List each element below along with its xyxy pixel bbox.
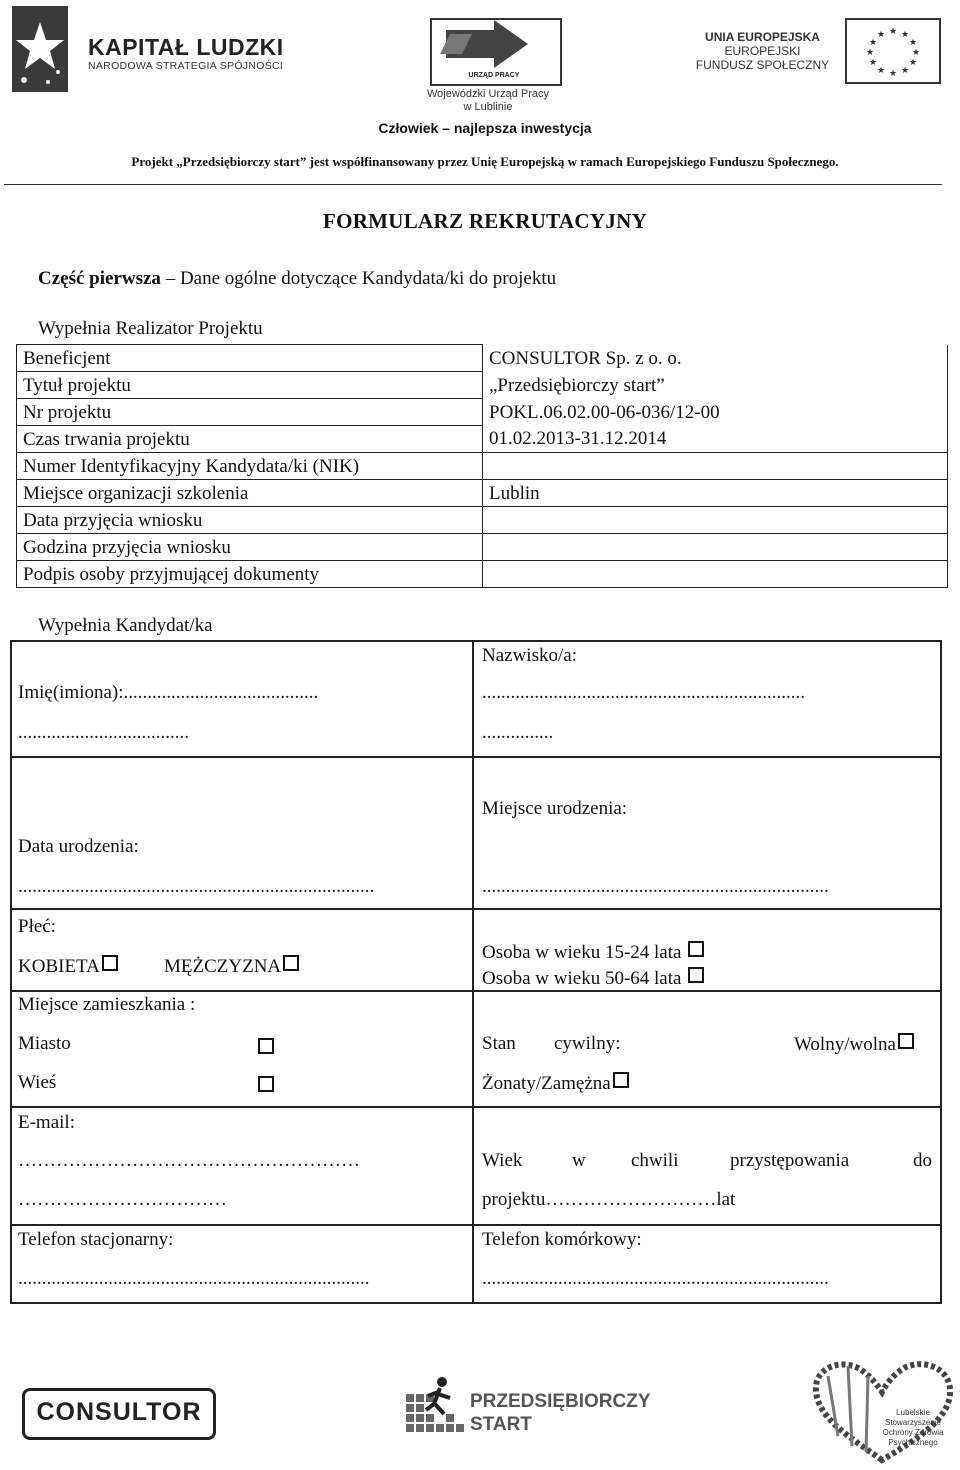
wup-line-1: Wojewódzki Urząd Pracy <box>426 88 550 100</box>
ue-line-3: FUNDUSZ SPOŁECZNY <box>695 58 830 72</box>
gender-label: Płeć: <box>18 916 56 937</box>
wup-line-2: w Lublinie <box>463 101 513 113</box>
age-15-24-label: Osoba w wieku 15-24 lata <box>482 942 682 963</box>
svg-text:★: ★ <box>865 48 875 58</box>
mobile-dots: ......................................................................... <box>482 1268 829 1289</box>
village-label: Wieś <box>18 1072 57 1093</box>
age-50-64-label: Osoba w wieku 50-64 lata <box>482 968 682 989</box>
info-value[interactable]: Lublin <box>483 480 948 507</box>
birth-date-dots: ........................................................................... <box>18 876 375 897</box>
married-checkbox[interactable] <box>613 1072 629 1088</box>
header-divider <box>4 184 942 185</box>
heart-line-1: Lubelskie Stowarzyszenie <box>884 1408 942 1427</box>
info-label: Data przyjęcia wniosku <box>17 507 483 534</box>
single-label: Wolny/wolna <box>794 1034 896 1055</box>
age-entry-word-5: do <box>913 1150 932 1171</box>
part-one-bold: Część pierwsza <box>38 268 161 289</box>
info-value: POKL.06.02.00-06-036/12-00 <box>483 399 948 426</box>
svg-text:★: ★ <box>908 58 918 68</box>
project-info-table <box>16 344 948 588</box>
ps-line-1: PRZEDSIĘBIORCZY <box>470 1391 651 1412</box>
age-50-64-option[interactable] <box>482 967 704 990</box>
info-row <box>17 345 948 372</box>
age-15-24-checkbox[interactable] <box>688 941 704 957</box>
city-label: Miasto <box>18 1033 71 1054</box>
email-dots-1: ……………………………………………… <box>18 1150 360 1171</box>
info-label: Beneficjent <box>17 345 483 372</box>
przedsiebiorczy-start-text <box>470 1390 651 1436</box>
male-option[interactable] <box>164 955 299 978</box>
female-checkbox[interactable] <box>102 955 118 971</box>
email-dots-2: …………………………… <box>18 1189 227 1210</box>
male-label: MĘŻCZYZNA <box>164 956 282 977</box>
surname-dots-1: .................................................................... <box>482 682 805 703</box>
birth-place-label: Miejsce urodzenia: <box>482 798 628 819</box>
kapital-ludzki-subtitle: NARODOWA STRATEGIA SPÓJNOŚCI <box>88 60 284 72</box>
surname-cell[interactable] <box>472 640 942 758</box>
urzad-pracy-badge: URZĄD PRACY <box>468 72 520 79</box>
candidate-heading: Wypełnia Kandydat/ka <box>38 615 213 636</box>
kapital-ludzki-title: KAPITAŁ LUDZKI <box>88 34 284 60</box>
landline-cell[interactable] <box>10 1224 474 1304</box>
age-15-24-option[interactable] <box>482 941 704 964</box>
residence-cell <box>10 990 474 1108</box>
consultor-logo-text: CONSULTOR <box>36 1398 202 1426</box>
village-checkbox[interactable] <box>258 1076 274 1092</box>
gender-cell <box>10 908 474 992</box>
birth-place-cell[interactable] <box>472 756 942 910</box>
info-row <box>17 399 948 426</box>
age-group-cell <box>472 908 942 992</box>
svg-text:★: ★ <box>868 58 878 68</box>
age-50-64-checkbox[interactable] <box>688 967 704 983</box>
age-entry-line-2: projektu………………………lat <box>482 1189 736 1210</box>
marital-label-1: Stan <box>482 1033 516 1054</box>
svg-text:★: ★ <box>876 66 886 76</box>
svg-text:★: ★ <box>900 30 910 40</box>
info-value[interactable] <box>483 453 948 480</box>
svg-text:★: ★ <box>911 48 921 58</box>
svg-text:★: ★ <box>876 30 886 40</box>
birth-date-cell[interactable] <box>10 756 474 910</box>
age-at-entry-cell[interactable] <box>472 1106 942 1226</box>
info-row <box>17 426 948 453</box>
info-value: 01.02.2013-31.12.2014 <box>483 426 948 453</box>
svg-text:★: ★ <box>888 27 898 37</box>
info-value[interactable] <box>483 561 948 588</box>
info-row <box>17 534 948 561</box>
part-one-heading <box>38 268 556 290</box>
surname-label: Nazwisko/a: <box>482 645 577 666</box>
info-row <box>17 480 948 507</box>
form-title: FORMULARZ REKRUTACYJNY <box>322 209 648 233</box>
info-label: Miejsce organizacji szkolenia <box>17 480 483 507</box>
info-row <box>17 561 948 588</box>
surname-dots-2: ............... <box>482 722 554 743</box>
info-row <box>17 507 948 534</box>
info-label: Godzina przyjęcia wniosku <box>17 534 483 561</box>
motto: Człowiek – najlepsza inwestycja <box>378 120 592 136</box>
urzad-pracy-logo <box>430 18 562 86</box>
info-label: Numer Identyfikacyjny Kandydata/ki (NIK) <box>17 453 483 480</box>
heart-logo-text <box>868 1408 958 1448</box>
married-label: Żonaty/Zamężna <box>482 1073 611 1094</box>
married-option[interactable] <box>482 1072 629 1095</box>
female-option[interactable] <box>18 955 118 978</box>
age-entry-word-4: przystępowania <box>730 1150 850 1171</box>
svg-text:★: ★ <box>888 69 898 79</box>
ue-caption <box>690 30 835 72</box>
info-value: CONSULTOR Sp. z o. o. <box>483 345 948 372</box>
info-value[interactable] <box>483 507 948 534</box>
female-label: KOBIETA <box>18 956 100 977</box>
info-label: Podpis osoby przyjmującej dokumenty <box>17 561 483 588</box>
heart-line-2: Ochrony Zdrowia Psychicznego <box>882 1428 944 1447</box>
svg-text:★: ★ <box>900 66 910 76</box>
wup-caption <box>400 88 576 114</box>
info-label: Czas trwania projektu <box>17 426 483 453</box>
marital-label-2: cywilny: <box>554 1033 621 1054</box>
mobile-label: Telefon komórkowy: <box>482 1229 642 1250</box>
info-value: „Przedsiębiorczy start” <box>483 372 948 399</box>
realizator-heading: Wypełnia Realizator Projektu <box>38 318 263 339</box>
ps-line-2: START <box>470 1414 532 1435</box>
info-label: Nr projektu <box>17 399 483 426</box>
info-label: Tytuł projektu <box>17 372 483 399</box>
ue-line-1: UNIA EUROPEJSKA <box>705 30 820 44</box>
age-entry-word-1: Wiek <box>482 1150 523 1171</box>
svg-text:★: ★ <box>868 38 878 48</box>
age-entry-word-2: w <box>572 1150 586 1171</box>
email-label: E-mail: <box>18 1112 75 1133</box>
landline-label: Telefon stacjonarny: <box>18 1229 174 1250</box>
single-checkbox[interactable] <box>898 1033 914 1049</box>
part-one-rest: – Dane ogólne dotyczące Kandydata/ki do projektu <box>160 268 557 289</box>
first-name-cell[interactable] <box>10 640 474 758</box>
male-checkbox[interactable] <box>283 955 299 971</box>
cofinancing-statement: Projekt „Przedsiębiorczy start” jest współfinansowany przez Unię Europejską w ramach Europejskiego Funduszu Społecznego. <box>131 154 839 169</box>
marital-status-cell <box>472 990 942 1108</box>
first-name-label: Imię(imiona):......................................... <box>18 682 319 703</box>
residence-label: Miejsce zamieszkania : <box>18 994 196 1015</box>
ue-line-2: EUROPEJSKI <box>724 44 801 58</box>
info-row <box>17 453 948 480</box>
email-cell[interactable] <box>10 1106 474 1226</box>
age-entry-word-3: chwili <box>631 1150 679 1171</box>
mobile-cell[interactable] <box>472 1224 942 1304</box>
info-value[interactable] <box>483 534 948 561</box>
przedsiebiorczy-runner-icon <box>404 1374 474 1442</box>
svg-text:★: ★ <box>908 38 918 48</box>
city-checkbox[interactable] <box>258 1038 274 1054</box>
landline-dots: .......................................................................... <box>18 1268 370 1289</box>
birth-place-dots: ......................................................................... <box>482 876 829 897</box>
first-name-dots: .................................... <box>18 722 189 743</box>
birth-date-label: Data urodzenia: <box>18 836 139 857</box>
single-option[interactable] <box>794 1033 914 1056</box>
info-row <box>17 372 948 399</box>
eu-flag-icon <box>845 18 941 84</box>
